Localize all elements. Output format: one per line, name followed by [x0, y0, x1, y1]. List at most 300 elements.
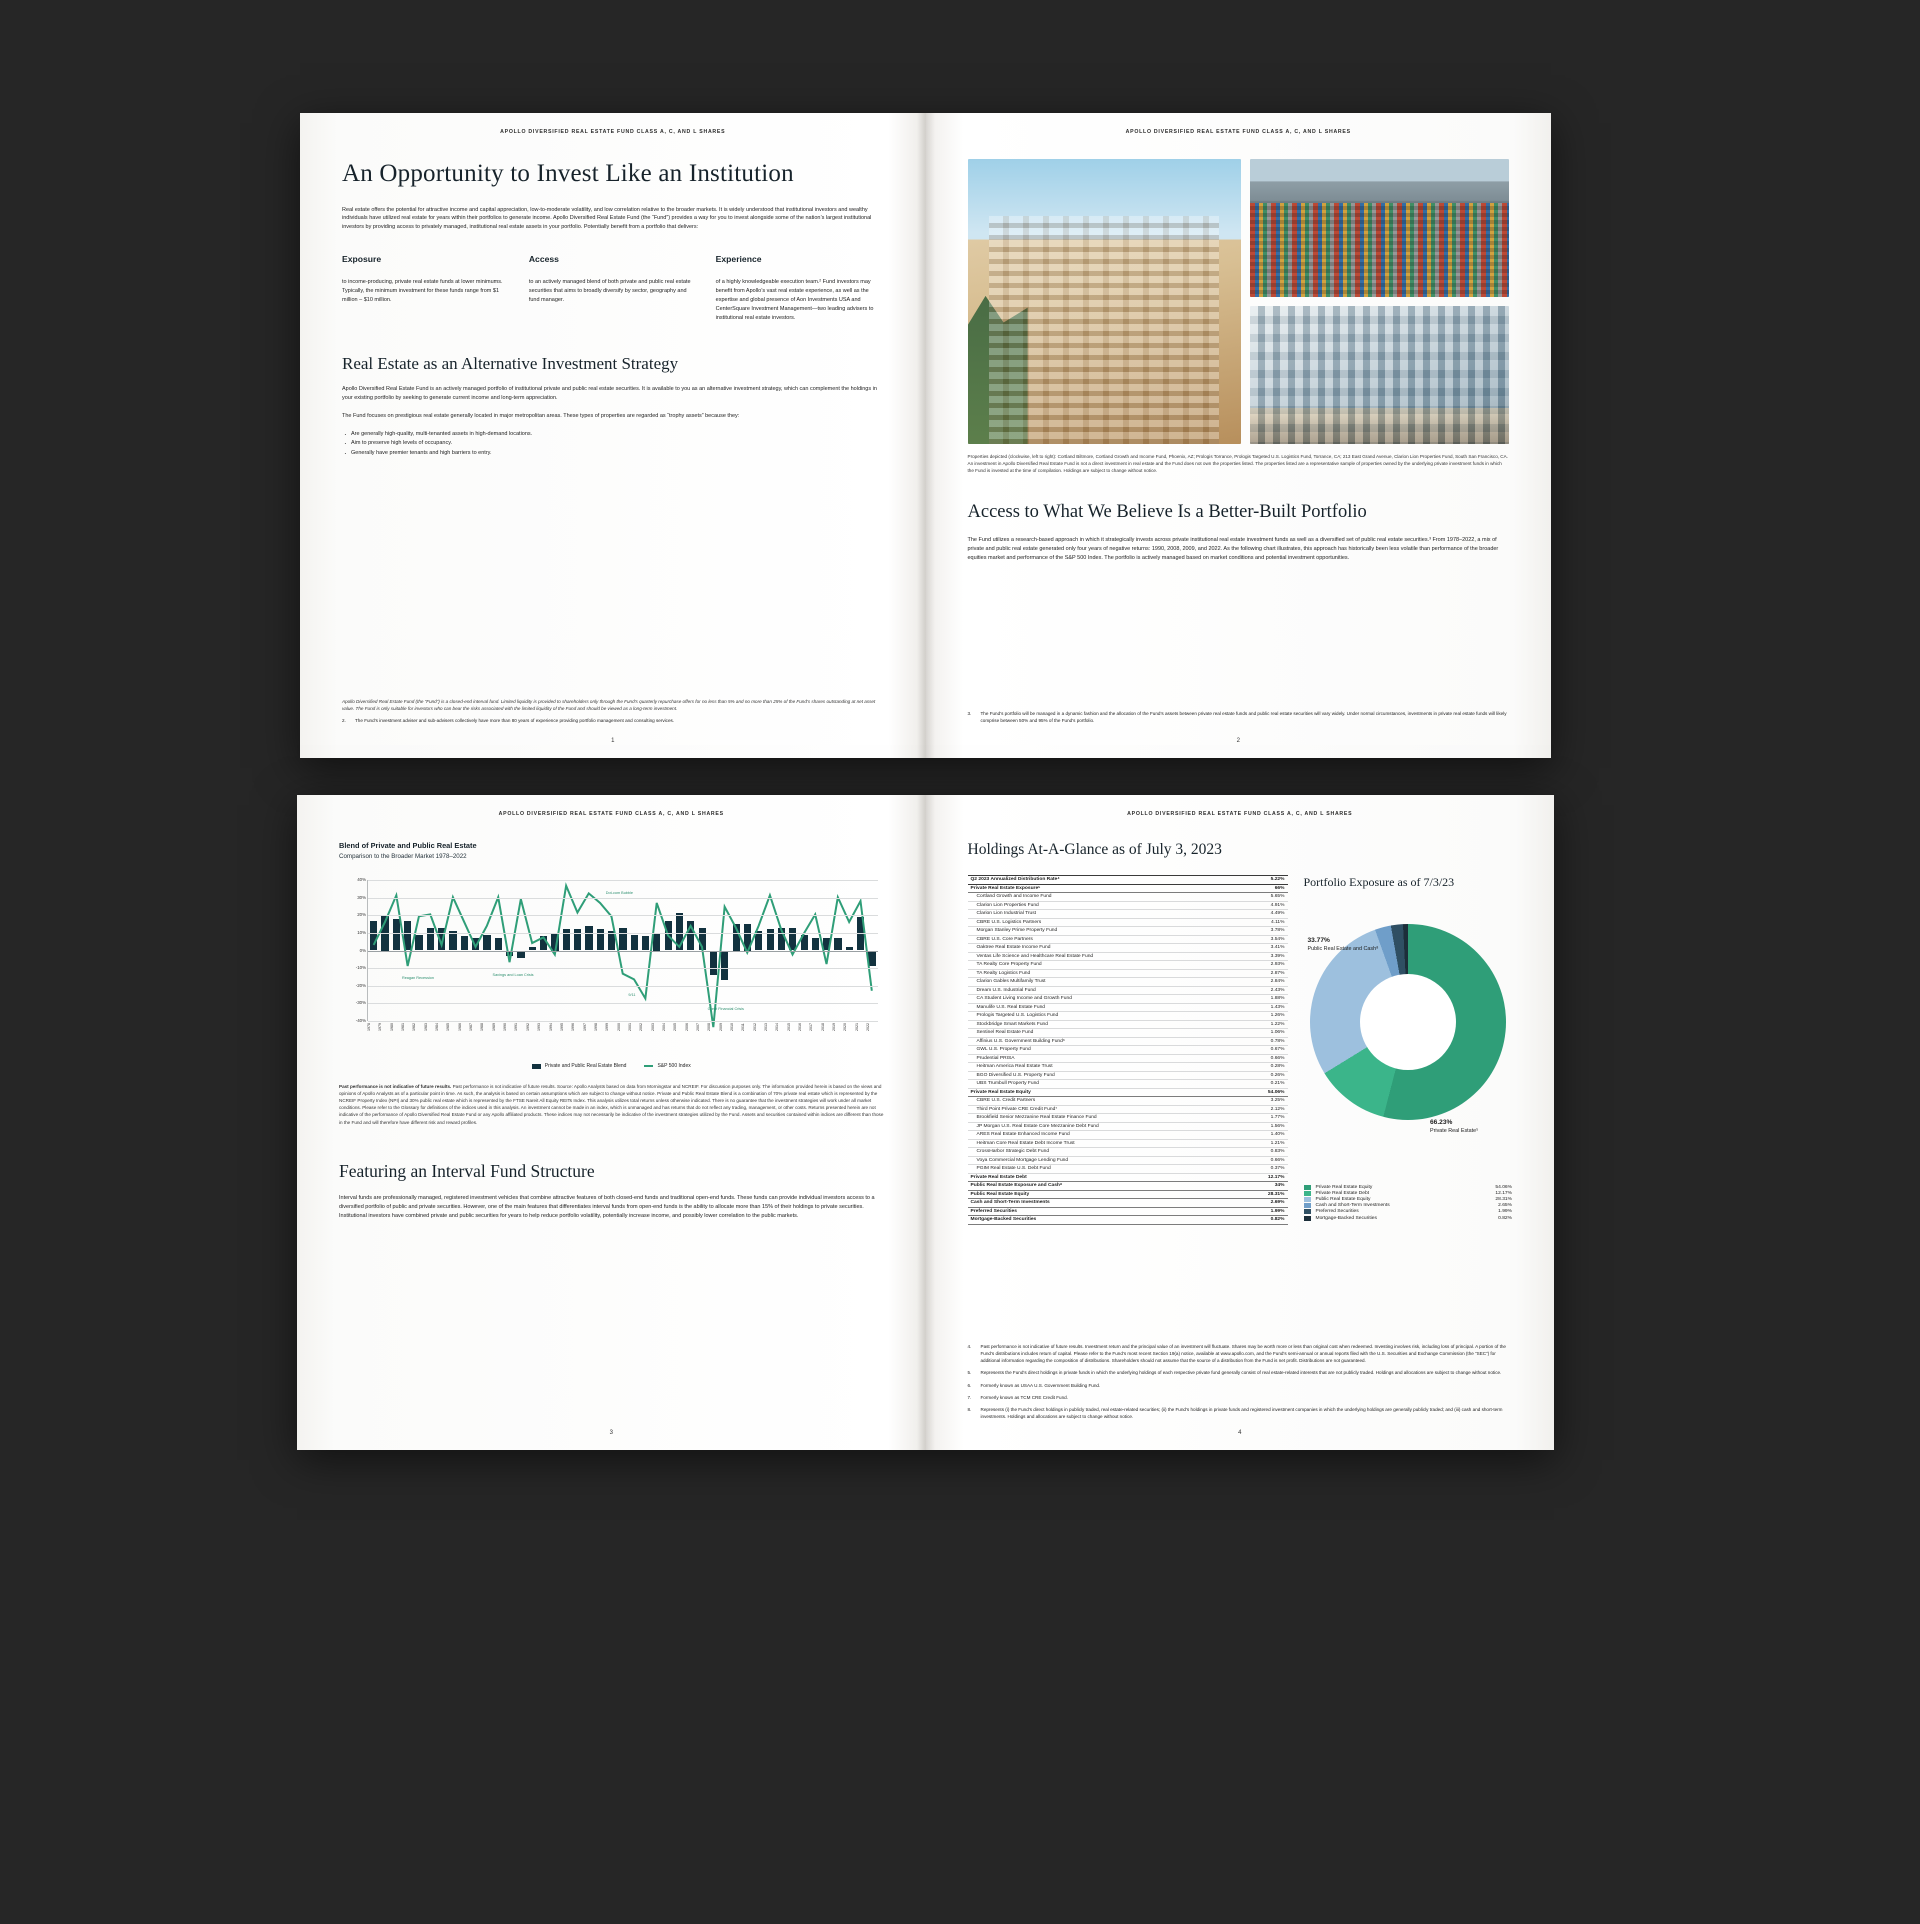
- portfolio-exposure-panel: [1304, 875, 1513, 1225]
- legend-label: Private and Public Real Estate Blend: [544, 1063, 627, 1069]
- table-cell-label: Private Real Estate Equity: [968, 1088, 1242, 1097]
- disclosure-text: Past performance is not indicative of future results. Source: Apollo Analysts based on data from Morningstar and NCREIF. For discussion purposes only. The information provided herein is based on the views and opinions of Apollo Analysts as of a particular point in time. As such, the analysis is based on certain assumptions which are subject to change without notice. Private and Public Real Estate Blend is a combination of 70% private real estate which is represented by the NCREIF Property Index (NPI) and 30% public real estate which is represented by the FTSE Nareit All Equity REITs Index. This analysis utilizes total returns unless otherwise indicated. There is no guarantee that the investment strategies will work under all market conditions. Please refer to the Glossary for definitions of the indices used in this analysis. An investment cannot be made in an index, which is unmanaged and has returns that do not reflect any trading, management, or other costs. Returns presented herein are not indicative of the performance of Apollo Diversified Real Estate Fund or any Apollo affiliated products. These indices may not necessarily be indicative of the investment strategies utilized by the Fund. Assets and securities contained within indices are different than those in the Fund and will therefore have different risk and reward profiles.: [339, 1084, 884, 1125]
- benefit-exposure: [342, 254, 510, 323]
- callout-value: 33.77%: [1307, 937, 1330, 944]
- table-cell-value: 3.41%: [1242, 944, 1288, 953]
- table-cell-label: Clarion Lion Properties Fund: [968, 901, 1242, 910]
- chart-gridline: [368, 968, 878, 969]
- benefit-heading: Exposure: [342, 254, 382, 265]
- table-cell-label: Public Real Estate Equity: [968, 1190, 1242, 1199]
- table-cell-label: Clarion Gables Multifamily Trust: [968, 978, 1242, 987]
- table-cell-label: BGO Diversified U.S. Property Fund: [968, 1071, 1242, 1080]
- table-row: [968, 893, 1288, 902]
- table-cell-value: 4.11%: [1242, 918, 1288, 927]
- chart-x-tick: 2014: [775, 1023, 780, 1031]
- footnote: [968, 1394, 1513, 1401]
- footnote-text: The Fund’s portfolio will be managed in a dynamic fashion and the allocation of the Fund’s assets between private real estate funds and public real estate securities will vary widely. Under normal circumstances, investments in private real estate funds will likely comprise between 50% and 95% of the Fund’s portfolio.: [980, 710, 1507, 723]
- table-cell-label: Heitman America Real Estate Trust: [968, 1063, 1242, 1072]
- chart-legend: [339, 1063, 884, 1069]
- donut-title: Portfolio Exposure as of 7/3/23: [1303, 875, 1455, 889]
- table-cell-value: 54.06%: [1242, 1088, 1288, 1097]
- legend-item-blend: [532, 1063, 627, 1069]
- benefit-heading: Access: [528, 254, 559, 265]
- callout-private: [1430, 1118, 1510, 1136]
- table-cell-label: Cortland Growth and Income Fund: [968, 893, 1242, 902]
- benefit-text: to income-producing, private real estate funds at lower minimums. Typically, the minimum investment for these funds range from $1 million – $10 million.: [342, 279, 503, 304]
- chart-x-tick: 1988: [480, 1023, 485, 1031]
- chart-x-tick: 1990: [503, 1023, 508, 1031]
- donut-legend: [1304, 1184, 1513, 1221]
- chart-x-tick: 2013: [764, 1023, 769, 1031]
- table-cell-label: PGIM Real Estate U.S. Debt Fund: [968, 1165, 1242, 1174]
- prologis-torrance-photo: [1250, 159, 1509, 297]
- holdings-table-wrap: [968, 875, 1288, 1225]
- table-cell-value: 3.78%: [1242, 927, 1288, 936]
- table-cell-value: 1.88%: [1242, 995, 1288, 1004]
- table-cell-value: 0.66%: [1242, 1054, 1288, 1063]
- table-cell-label: TA Realty Core Property Fund: [968, 961, 1242, 970]
- footnote: [968, 710, 1510, 724]
- section-body: Interval funds are professionally managed, registered investment vehicles that combine attractive features of both closed-end funds and traditional open-end funds. These funds can provide individual investors access to a diversified portfolio of public and private securities. However, one of the main features that differentiates interval funds from open-end funds is the ability to allocate more than 15% of their holdings to private securities. Institutional investors have combined private and public securities for years to help reduce portfolio volatility, potentially increase income, and possibly lower correlation to the public markets.: [339, 1195, 875, 1220]
- table-cell-label: JP Morgan U.S. Real Estate Core Mezzanine Debt Fund: [968, 1122, 1242, 1131]
- chart-x-tick: 1982: [412, 1023, 417, 1031]
- table-cell-label: Private Real Estate Exposure⁵: [968, 884, 1242, 893]
- table-cell-value: 5.65%: [1242, 893, 1288, 902]
- table-cell-label: Public Real Estate Exposure and Cash⁸: [968, 1182, 1242, 1191]
- table-row: [968, 978, 1288, 987]
- section-body: The Fund utilizes a research-based approach in which it strategically invests across private institutional real estate investment funds as well as a diversified set of public real estate securities.³ From 1978–2022, a mix of private and public real estate generated only four years of negative returns: 1990, 2008, 2009, and 2022. As the following chart illustrates, this approach has historically been less volatile than performance of the broader equities market and performance of the S&P 500 Index. The portfolio is actively managed based on market conditions and potential investment opportunities.: [967, 537, 1499, 562]
- table-cell-value: 0.26%: [1242, 1071, 1288, 1080]
- section-paragraph-2: The Fund focuses on prestigious real estate generally located in major metropolitan areas. These types of properties are regarded as “trophy assets” because they:: [342, 412, 740, 419]
- table-row: [968, 986, 1288, 995]
- chart-x-tick: 2004: [661, 1023, 666, 1031]
- chart-y-tick: -20%: [355, 982, 366, 988]
- chart-x-tick: 2000: [616, 1023, 621, 1031]
- chart-x-tick: 2017: [809, 1023, 814, 1031]
- table-row: [968, 1131, 1288, 1140]
- chart-x-tick: 1994: [548, 1023, 553, 1031]
- donut-legend-row: [1304, 1209, 1513, 1215]
- footnote-text: Past performance is not indicative of future results. Investment return and the principal value of an investment will fluctuate. Shares may be worth more or less than original cost when redeemed. Investing involves risk, including loss of principal. A portion of the Fund’s distributions includes return of capital. Please refer to the Fund’s most recent Section 19(a) notice, available at www.apollo.com, and the Fund’s semi-annual or annual reports filed with the U.S. Securities and Exchange Commission (the “SEC”) for additional information regarding the composition of distributions. Shareholders should not assume that the source of a distribution from the Fund is net profit. Distributions are not guaranteed.: [980, 1344, 1506, 1364]
- chart-x-tick: 1978: [367, 1023, 371, 1031]
- spread-pages-1-2: [300, 113, 1551, 758]
- legend-swatch-icon: [1304, 1191, 1311, 1196]
- table-cell-value: 0.82%: [1242, 1216, 1288, 1225]
- table-cell-value: 0.37%: [1242, 1165, 1288, 1174]
- table-cell-label: Clarion Lion Industrial Trust: [968, 910, 1242, 919]
- table-cell-value: 1.43%: [1242, 1003, 1288, 1012]
- table-cell-value: 2.69%: [1242, 1199, 1288, 1208]
- table-row: [968, 927, 1288, 936]
- chart-x-tick: 1983: [423, 1023, 428, 1031]
- table-cell-label: Third Point Private CRE Credit Fund⁷: [968, 1105, 1242, 1114]
- page-1: [300, 113, 926, 758]
- legend-label: Preferred Securities: [1315, 1209, 1359, 1215]
- footnote-number: 4.: [967, 1344, 972, 1350]
- table-cell-label: Prudential PRISA: [968, 1054, 1242, 1063]
- table-row: [968, 1046, 1288, 1055]
- page-title: An Opportunity to Invest Like an Institution: [342, 160, 794, 187]
- table-cell-value: 4.91%: [1242, 901, 1288, 910]
- legend-value: 28.31%: [1495, 1196, 1512, 1202]
- footnote-number: 3.: [967, 710, 972, 716]
- legend-label: Private Real Estate Debt: [1315, 1190, 1370, 1196]
- chart-x-tick: 2008: [707, 1023, 712, 1031]
- table-cell-value: 12.17%: [1242, 1173, 1288, 1182]
- table-row: [968, 884, 1288, 893]
- footnote-text: Represents the Fund’s direct holdings in private funds in which the underlying holdings of each respective private fund generally consist of real estate-related interests that are not publicly traded. Holdings and allocations are subject to change without notice.: [980, 1370, 1502, 1376]
- table-cell-label: Morgan Stanley Prime Property Fund: [968, 927, 1242, 936]
- sp500-line: [368, 880, 877, 1033]
- chart-x-tick: 1984: [435, 1023, 440, 1031]
- legend-label: Cash and Short-Term Investments: [1315, 1203, 1390, 1209]
- table-cell-value: 28.31%: [1242, 1190, 1288, 1199]
- chart-gridline: [368, 933, 878, 934]
- table-cell-value: 1.21%: [1242, 1139, 1288, 1148]
- running-header: APOLLO DIVERSIFIED REAL ESTATE FUND CLASS A, C, AND L SHARES: [1125, 129, 1351, 135]
- table-cell-value: 0.78%: [1242, 1037, 1288, 1046]
- chart-x-tick: 2011: [741, 1023, 746, 1031]
- benefit-text: to an actively managed blend of both private and public real estate securities that aims to broadly diversify by sector, geography and fund manager.: [528, 279, 691, 304]
- donut-legend-row: [1304, 1190, 1513, 1196]
- legend-value: 0.82%: [1498, 1215, 1512, 1221]
- chart-y-tick: -30%: [355, 1000, 366, 1006]
- east-grand-avenue-photo: [1250, 306, 1509, 444]
- page-number: 1: [611, 738, 615, 744]
- chart-x-tick: 1981: [401, 1023, 406, 1031]
- legend-value: 54.06%: [1495, 1184, 1512, 1190]
- table-cell-value: 3.25%: [1242, 1097, 1288, 1106]
- table-row: [968, 1173, 1288, 1182]
- table-cell-label: Sentinel Real Estate Fund: [968, 1029, 1242, 1038]
- cortland-biltmore-photo: [968, 159, 1241, 444]
- footnote-text: Formerly known as USAA U.S. Government Building Fund.: [980, 1382, 1101, 1388]
- chart-title: Blend of Private and Public Real Estate: [339, 841, 477, 850]
- chart-x-tick: 2019: [832, 1023, 837, 1031]
- chart-x-tick: 1979: [378, 1023, 383, 1031]
- table-cell-label: TA Realty Logistics Fund: [968, 969, 1242, 978]
- footnote: [968, 1382, 1513, 1389]
- table-cell-value: 1.22%: [1242, 1020, 1288, 1029]
- page-3: [297, 795, 926, 1450]
- table-cell-label: Stockbridge Smart Markets Fund: [968, 1020, 1242, 1029]
- page-number: 4: [1238, 1430, 1242, 1436]
- table-cell-label: Ventas Life Science and Healthcare Real Estate Fund: [968, 952, 1242, 961]
- table-cell-value: 4.49%: [1242, 910, 1288, 919]
- table-cell-label: Heitman Core Real Estate Debt Income Trust: [968, 1139, 1242, 1148]
- table-row: [968, 1182, 1288, 1191]
- footnote: [968, 1406, 1513, 1420]
- chart-x-tick: 1989: [491, 1023, 496, 1031]
- chart-x-tick: 2021: [854, 1023, 859, 1031]
- table-row: [968, 1029, 1288, 1038]
- chart-x-tick: 1991: [514, 1023, 519, 1031]
- table-cell-label: GWL U.S. Property Fund: [968, 1046, 1242, 1055]
- benefits-columns: [342, 254, 884, 323]
- legend-label: Private Real Estate Equity: [1315, 1184, 1373, 1190]
- table-row: [968, 1063, 1288, 1072]
- callout-public: [1308, 936, 1400, 954]
- donut-legend-row: [1304, 1203, 1513, 1209]
- interval-fund-disclaimer: Apollo Diversified Real Estate Fund (the “Fund”) is a closed-end interval fund. Limited liquidity is provided to shareholders only through the Fund’s quarterly repurchase offers for no less than 5% and no more than 25% of the Fund’s shares outstanding at net asset value. The Fund is only suitable for investors who can bear the risks associated with the limited liquidity of the Fund and should be viewed as a long-term investment.: [342, 698, 876, 711]
- photo-left-column: [968, 159, 1241, 444]
- table-cell-value: 34%: [1242, 1182, 1288, 1191]
- holdings-layout: [968, 875, 1513, 1225]
- chart-x-tick: 2006: [684, 1023, 689, 1031]
- page-title: Holdings At-A-Glance as of July 3, 2023: [967, 841, 1222, 858]
- table-header-row: [968, 876, 1288, 885]
- section-title-better-built-portfolio: Access to What We Believe Is a Better-Built Portfolio: [967, 502, 1367, 523]
- table-cell-value: 3.39%: [1242, 952, 1288, 961]
- list-item: · Are generally high-quality, multi-tenanted assets in high-demand locations.: [351, 430, 884, 439]
- benefit-text: of a highly knowledgeable execution team.² Fund investors may benefit from Apollo’s vast real estate experience, as well as the expertise and global presence of Aon Investments USA and CenterSquare Investment Management—two leading advisers to institutional real estate investors.: [715, 279, 874, 321]
- callout-label: Public Real Estate and Cash⁸: [1307, 945, 1379, 952]
- table-cell-value: 1.99%: [1242, 1207, 1288, 1216]
- footnote-number: 7.: [967, 1394, 972, 1400]
- table-row: [968, 1020, 1288, 1029]
- table-cell-label: Affinius U.S. Government Building Fund⁶: [968, 1037, 1242, 1046]
- table-row: [968, 1139, 1288, 1148]
- chart-y-tick: 0%: [359, 947, 366, 953]
- chart-x-tick: 2002: [639, 1023, 644, 1031]
- table-row: [968, 1199, 1288, 1208]
- table-row: [968, 995, 1288, 1004]
- running-header: APOLLO DIVERSIFIED REAL ESTATE FUND CLASS A, C, AND L SHARES: [500, 129, 726, 135]
- running-header: APOLLO DIVERSIFIED REAL ESTATE FUND CLASS A, C, AND L SHARES: [1127, 811, 1353, 817]
- table-cell-value: 1.77%: [1242, 1114, 1288, 1123]
- chart-x-tick: 1980: [389, 1023, 394, 1031]
- table-row: [968, 969, 1288, 978]
- table-row: [968, 1114, 1288, 1123]
- section-title-interval-fund: Featuring an Interval Fund Structure: [339, 1160, 595, 1181]
- chart-annotation: 9/11: [628, 992, 636, 997]
- table-cell-value: 2.43%: [1242, 986, 1288, 995]
- table-row: [968, 1148, 1288, 1157]
- chart-x-tick: 2012: [752, 1023, 757, 1031]
- page-2: [926, 113, 1552, 758]
- table-cell-label: CBRE U.S. Core Partners: [968, 935, 1242, 944]
- table-cell-value: 3.54%: [1242, 935, 1288, 944]
- chart-annotation: Great Financial Crisis: [707, 1006, 744, 1011]
- table-cell-label: UBS Trumbull Property Fund: [968, 1080, 1242, 1089]
- table-cell-label: Preferred Securities: [968, 1207, 1242, 1216]
- footnote-text: Represents (i) the Fund’s direct holdings in publicly traded, real estate-related securities; (ii) the Fund’s holdings in private funds and registered investment companies in which the underlying holdings are generally publicly traded; and (iii) cash and short-term investments. Holdings and allocations are subject to change without notice.: [980, 1406, 1503, 1419]
- table-row: [968, 1165, 1288, 1174]
- table-row: [968, 1037, 1288, 1046]
- table-row: [968, 1003, 1288, 1012]
- donut-hole: [1360, 974, 1456, 1070]
- table-row: [968, 1088, 1288, 1097]
- chart-x-tick: 1987: [469, 1023, 474, 1031]
- legend-swatch-icon: [1304, 1203, 1311, 1208]
- list-item: · Aim to preserve high levels of occupancy.: [351, 439, 884, 448]
- table-cell-value: 0.21%: [1242, 1080, 1288, 1089]
- chart-annotation: Reagan Recession: [401, 975, 435, 980]
- table-row: [968, 1071, 1288, 1080]
- table-row: [968, 1097, 1288, 1106]
- table-row: [968, 935, 1288, 944]
- legend-value: 12.17%: [1495, 1190, 1512, 1196]
- legend-swatch-icon: [1304, 1185, 1311, 1190]
- chart-x-tick: 1985: [446, 1023, 451, 1031]
- table-cell-value: 2.12%: [1242, 1105, 1288, 1114]
- table-cell-label: Dream U.S. Industrial Fund: [968, 986, 1242, 995]
- footnote: [968, 1343, 1513, 1364]
- donut-legend-row: [1304, 1184, 1513, 1190]
- chart-y-tick: -40%: [355, 1018, 366, 1023]
- table-row: [968, 1105, 1288, 1114]
- table-row: [968, 944, 1288, 953]
- table-header-label: Q2 2023 Annualized Distribution Rate⁴: [968, 876, 1242, 885]
- page-1-footnotes: [342, 698, 884, 724]
- table-header-value: 5.22%: [1242, 876, 1288, 885]
- benefit-heading: Experience: [715, 254, 762, 265]
- table-cell-value: 0.83%: [1242, 1148, 1288, 1157]
- table-cell-label: Cash and Short-Term Investments: [968, 1199, 1242, 1208]
- legend-swatch-icon: [532, 1064, 541, 1069]
- section-paragraph-1: Apollo Diversified Real Estate Fund is an actively managed portfolio of institutional private and public real estate securities. It is available to you as an alternative investment strategy, which can complement the holdings in your existing portfolio by seeking to generate current income and long-term appreciation.: [342, 385, 877, 401]
- donut-legend-row: [1304, 1215, 1513, 1221]
- page-4-footnotes: [968, 1338, 1513, 1420]
- table-row: [968, 1207, 1288, 1216]
- property-photo-grid: [968, 159, 1510, 444]
- table-row: [968, 918, 1288, 927]
- chart-gridline: [368, 986, 878, 987]
- photo-caption: Properties depicted (clockwise, left to right): Cortland Biltmore, Cortland Growth and Income Fund, Phoenix, AZ; Prologis Torrance, Prologis Targeted U.S. Logistics Fund, Torrance, CA; 213 East Grand Avenue, Clarion Lion Properties Fund, South San Francisco, CA. An investment in Apollo Diversified Real Estate Fund is not a direct investment in real estate and the Fund does not own the properties listed. The properties listed are a representative sample of properties owned by the underlying private investment funds in which the Fund is invested at the time of compilation. Holdings are subject to change without notice.: [967, 454, 1508, 474]
- chart-gridline: [368, 898, 878, 899]
- table-row: [968, 901, 1288, 910]
- benefit-access: [529, 254, 697, 323]
- table-cell-value: 1.06%: [1242, 1029, 1288, 1038]
- legend-item-sp500: [644, 1063, 690, 1069]
- table-cell-label: Private Real Estate Debt: [968, 1173, 1242, 1182]
- table-row: [968, 1054, 1288, 1063]
- table-cell-label: Brookfield Senior Mezzanine Real Estate Finance Fund: [968, 1114, 1242, 1123]
- chart-x-tick: 1997: [582, 1023, 587, 1031]
- page-number: 2: [1236, 738, 1240, 744]
- table-cell-value: 0.66%: [1242, 1156, 1288, 1165]
- chart-x-tick: 1998: [593, 1023, 598, 1031]
- footnote: [968, 1369, 1513, 1376]
- table-cell-label: CBRE U.S. Logistics Partners: [968, 918, 1242, 927]
- table-cell-value: 2.87%: [1242, 969, 1288, 978]
- footnote-number: 5.: [967, 1370, 972, 1376]
- legend-label: Public Real Estate Equity: [1315, 1196, 1371, 1202]
- chart-x-tick: 1993: [537, 1023, 542, 1031]
- table-cell-value: 2.93%: [1242, 961, 1288, 970]
- trophy-assets-list: [342, 430, 884, 458]
- legend-swatch-icon: [1304, 1216, 1311, 1221]
- chart-x-tick: 2022: [866, 1023, 871, 1031]
- table-cell-label: CBRE U.S. Credit Partners: [968, 1097, 1242, 1106]
- chart-gridline: [368, 880, 878, 881]
- chart-annotation: Savings and Loan Crisis: [492, 973, 534, 978]
- chart-plot-area: [355, 877, 878, 1023]
- chart-y-tick: 10%: [357, 929, 366, 935]
- legend-swatch-icon: [1304, 1197, 1311, 1202]
- chart-header: [339, 841, 884, 860]
- chart-gridline: [368, 1003, 878, 1004]
- table-row: [968, 1216, 1288, 1225]
- footnote: [342, 717, 884, 724]
- legend-swatch-icon: [1304, 1209, 1311, 1214]
- callout-value: 66.23%: [1430, 1119, 1453, 1126]
- blend-vs-sp500-chart: [339, 876, 884, 1061]
- chart-x-tick: 1992: [525, 1023, 530, 1031]
- chart-gridline: [368, 915, 878, 916]
- chart-x-tick: 2001: [627, 1023, 632, 1031]
- spread-pages-3-4: [297, 795, 1554, 1450]
- chart-subtitle: Comparison to the Broader Market 1978–2022: [339, 853, 467, 860]
- table-row: [968, 910, 1288, 919]
- photo-right-column: [1250, 159, 1509, 444]
- chart-y-tick: 30%: [357, 894, 366, 900]
- benefit-experience: [716, 254, 884, 323]
- chart-y-tick: -10%: [355, 965, 366, 971]
- legend-value: 1.99%: [1498, 1209, 1512, 1215]
- table-cell-label: Manulife U.S. Real Estate Fund: [968, 1003, 1242, 1012]
- section-title-alternative-strategy: Real Estate as an Alternative Investment Strategy: [342, 353, 679, 373]
- chart-x-tick: 2003: [650, 1023, 655, 1031]
- chart-y-tick: 40%: [357, 877, 366, 882]
- footnote-text: Formerly known as TCM CRE Credit Fund.: [980, 1394, 1068, 1400]
- table-row: [968, 952, 1288, 961]
- chart-x-tick: 1995: [559, 1023, 564, 1031]
- holdings-table: [968, 875, 1288, 1225]
- table-cell-label: ARES Real Estate Enhanced Income Fund: [968, 1131, 1242, 1140]
- footnote-number: 6.: [967, 1382, 972, 1388]
- chart-x-tick: 2005: [673, 1023, 678, 1031]
- chart-x-tick: 1986: [457, 1023, 462, 1031]
- running-header: APOLLO DIVERSIFIED REAL ESTATE FUND CLASS A, C, AND L SHARES: [498, 811, 724, 817]
- table-cell-label: Voya Commercial Mortgage Lending Fund: [968, 1156, 1242, 1165]
- page-4: [926, 795, 1555, 1450]
- table-cell-value: 1.56%: [1242, 1122, 1288, 1131]
- callout-label: Private Real Estate⁵: [1430, 1127, 1479, 1134]
- legend-label: Mortgage-Backed Securities: [1315, 1215, 1377, 1221]
- chart-x-tick: 1996: [571, 1023, 576, 1031]
- table-cell-value: 2.84%: [1242, 978, 1288, 987]
- donut-legend-row: [1304, 1196, 1513, 1202]
- donut-chart-area: [1304, 898, 1513, 1178]
- chart-x-tick: 2016: [798, 1023, 803, 1031]
- table-cell-value: 1.40%: [1242, 1131, 1288, 1140]
- table-row: [968, 1156, 1288, 1165]
- chart-x-tick: 2018: [820, 1023, 825, 1031]
- list-item: · Generally have premier tenants and high barriers to entry.: [351, 449, 884, 458]
- chart-annotation: Dot-com Bubble: [605, 891, 633, 896]
- table-row: [968, 1012, 1288, 1021]
- chart-x-axis-labels: [367, 1023, 878, 1047]
- table-row: [968, 1122, 1288, 1131]
- chart-x-tick: 2007: [695, 1023, 700, 1031]
- chart-x-tick: 2009: [718, 1023, 723, 1031]
- table-row: [968, 1080, 1288, 1089]
- footnote-text: The Fund’s investment adviser and sub-advisers collectively have more than 80 years of experience providing portfolio management and consulting services.: [355, 717, 675, 723]
- table-cell-value: 0.28%: [1242, 1063, 1288, 1072]
- legend-value: 2.65%: [1498, 1203, 1512, 1209]
- legend-line-icon: [644, 1065, 653, 1067]
- table-cell-label: Oaktree Real Estate Income Fund: [968, 944, 1242, 953]
- legend-label: S&P 500 Index: [657, 1063, 691, 1069]
- table-cell-label: CrossHarbor Strategic Debt Fund: [968, 1148, 1242, 1157]
- table-cell-label: Prologis Targeted U.S. Logistics Fund: [968, 1012, 1242, 1021]
- table-cell-label: CA Student Living Income and Growth Fund: [968, 995, 1242, 1004]
- table-cell-value: 1.26%: [1242, 1012, 1288, 1021]
- chart-gridline: [368, 951, 878, 952]
- footnote-number: 2.: [342, 717, 346, 723]
- table-cell-label: Mortgage-Backed Securities: [968, 1216, 1242, 1225]
